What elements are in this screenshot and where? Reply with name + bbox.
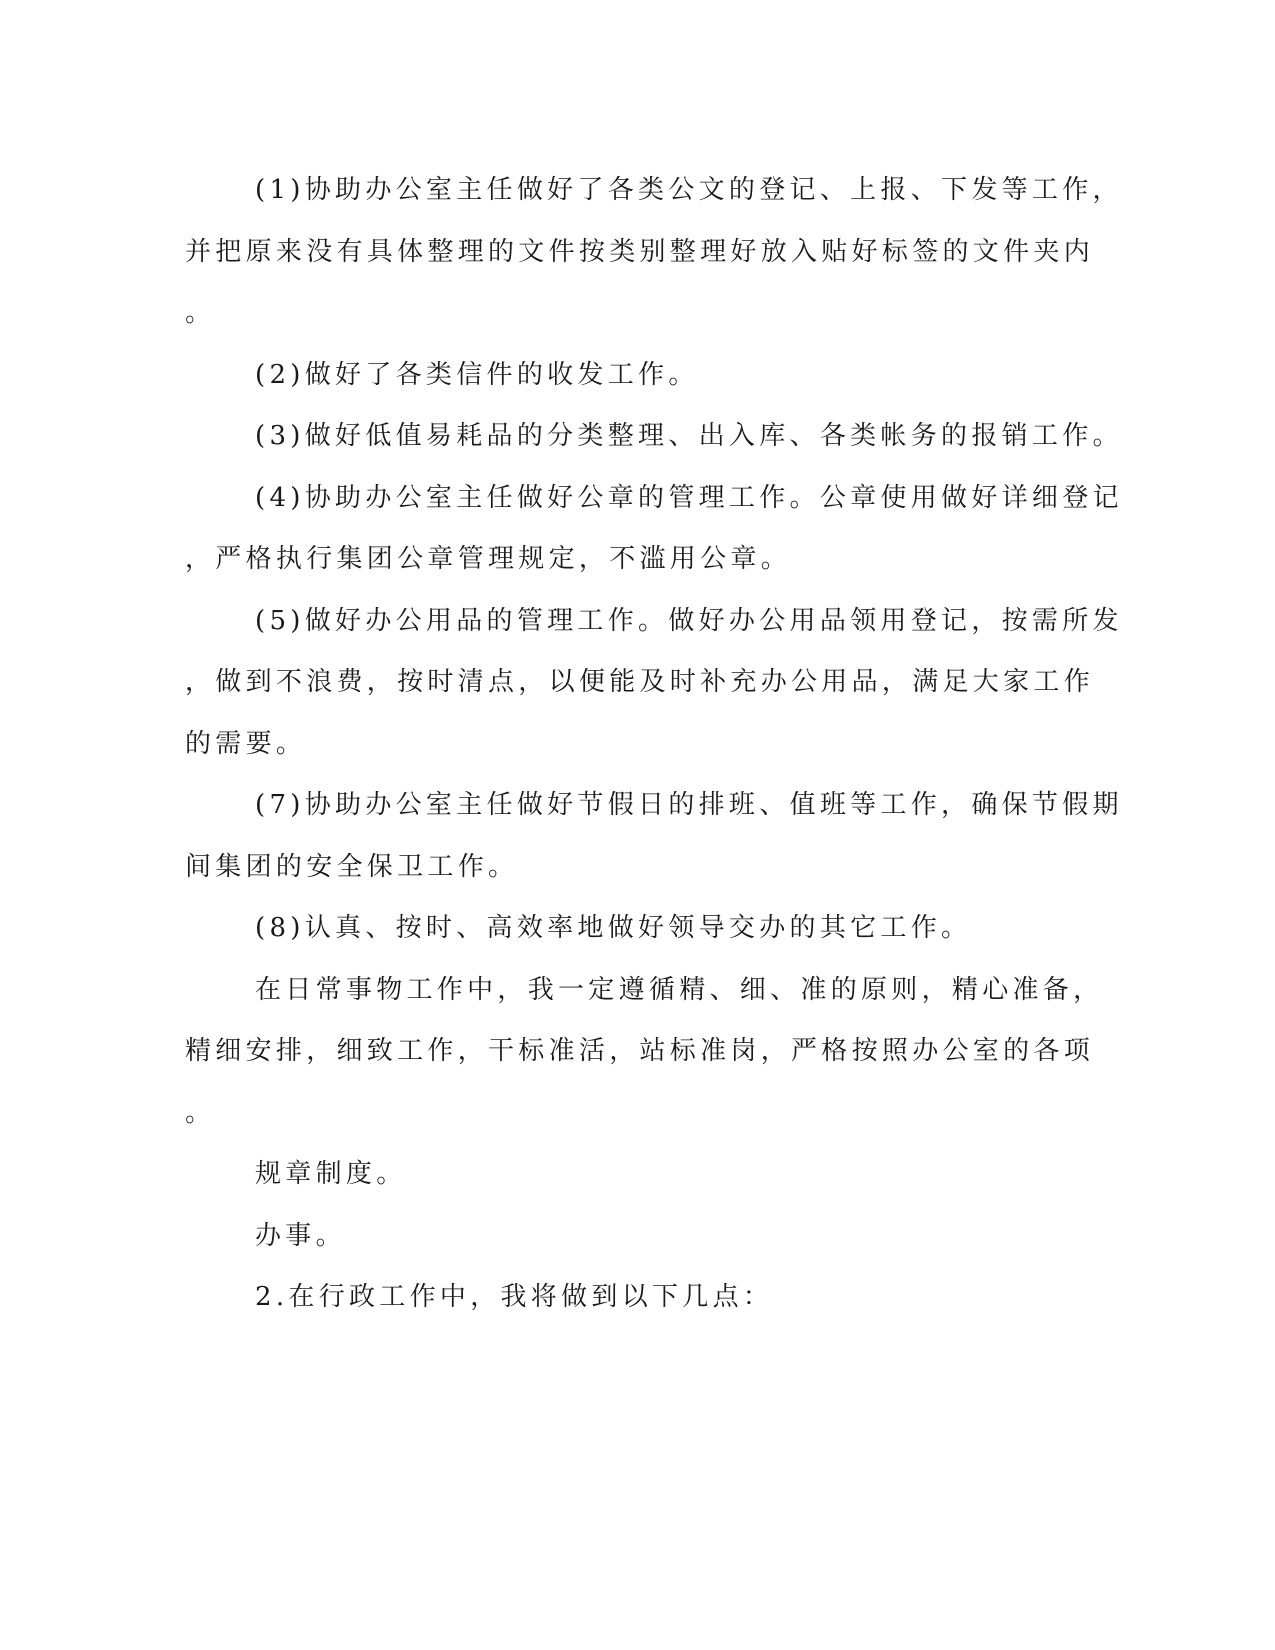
- paragraph-item-1-line-1: (1)协助办公室主任做好了各类公文的登记、上报、下发等工作，: [255, 175, 1123, 205]
- paragraph-item-2: (2)做好了各类信件的收发工作。: [255, 359, 699, 390]
- paragraph-item-4-line-2: ，严格执行集团公章管理规定，不滥用公章。: [185, 544, 792, 574]
- paragraph-item-8: (8)认真、按时、高效率地做好领导交办的其它工作。: [255, 913, 972, 943]
- paragraph-item-5-line-2: ，做到不浪费，按时清点，以便能及时补充办公用品，满足大家工作: [185, 667, 1095, 697]
- paragraph-item-3: (3)做好低值易耗品的分类整理、出入库、各类帐务的报销工作。: [255, 421, 1123, 451]
- paragraph-daily-work-line-3: 。: [185, 1097, 216, 1128]
- paragraph-handle-affairs: 办事。: [255, 1220, 346, 1251]
- paragraph-item-7-line-2: 间集团的安全保卫工作。: [185, 851, 519, 882]
- paragraph-item-4-line-1: (4)协助办公室主任做好公章的管理工作。公章使用做好详细登记: [255, 482, 1123, 513]
- paragraph-item-1-line-3: 。: [185, 298, 216, 328]
- paragraph-rules: 规章制度。: [255, 1159, 407, 1189]
- paragraph-item-5-line-3: 的需要。: [185, 728, 307, 759]
- paragraph-item-5-line-1: (5)做好办公用品的管理工作。做好办公用品领用登记，按需所发: [255, 605, 1123, 636]
- paragraph-item-1-line-2: 并把原来没有具体整理的文件按类别整理好放入贴好标签的文件夹内: [185, 236, 1095, 267]
- paragraph-item-7-line-1: (7)协助办公室主任做好节假日的排班、值班等工作，确保节假期: [255, 790, 1123, 820]
- document-body: [185, 160, 1123, 1329]
- paragraph-daily-work-line-2: 精细安排，细致工作，干标准活，站标准岗，严格按照办公室的各项: [185, 1036, 1095, 1066]
- paragraph-daily-work-line-1: 在日常事物工作中，我一定遵循精、细、准的原则，精心准备，: [255, 974, 1104, 1005]
- section-heading-administrative: 2.在行政工作中，我将做到以下几点：: [255, 1282, 774, 1312]
